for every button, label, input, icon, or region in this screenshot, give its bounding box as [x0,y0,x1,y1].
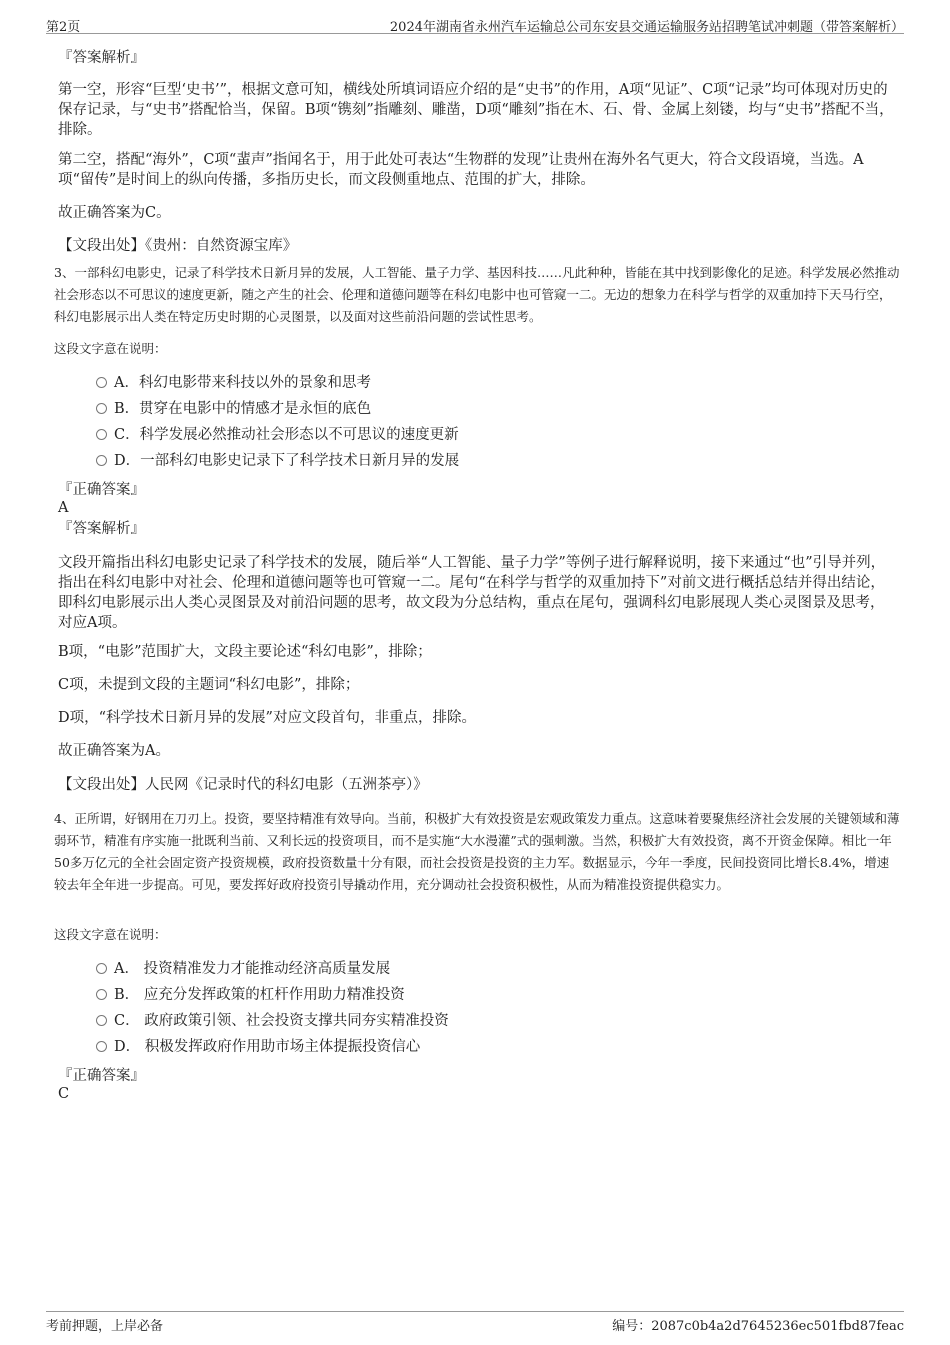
q4-answer-label: 『正确答案』 [58,1068,145,1084]
option-label: B． 应充分发挥政策的杠杆作用助力精准投资 [114,987,405,1003]
radio-button-icon[interactable] [96,455,107,466]
q2-conclusion: 故正确答案为C。 [58,205,171,221]
q4-option-c[interactable] [96,1011,449,1031]
page-header [46,13,904,34]
q3-analysis: 文段开篇指出科幻电影史记录了科学技术的发展，随后举“人工智能、量子力学”等例子进行解释说明，接下来通过“也”引导并列，指出在科幻电影中对社会、伦理和道德问题等也可管窥一二。尾句“在科学与哲学的双重加持下”对前文进行概括总结并得出结论，即科幻电影展示出人类心灵图景及对前沿问题的思考，故文段为分总结构，重点在尾句，强调科幻电影展现人类心灵图景及思考，对应A项。 [58,555,886,631]
radio-button-icon[interactable] [96,377,107,388]
q3-prompt: 这段文字意在说明： [54,341,167,356]
option-label: A． 投资精准发力才能推动经济高质量发展 [114,961,391,977]
option-label: A．科幻电影带来科技以外的景象和思考 [114,375,371,391]
q4-stem: 4、正所谓，好钢用在刀刃上。投资，要坚持精准有效导向。当前，积极扩大有效投资是宏观政策发力重点。这意味着要聚焦经济社会发展的关键领域和薄弱环节，精准有序实施一批既利当前、又利长远的投资项目，而不是实施“大水漫灌”式的强刺激。当然，积极扩大有效投资，离不开资金保障。相比一年50多万亿元的全社会固定资产投资规模，政府投资数量十分有限，而社会投资是投资的主力军。数据显示，今年一季度，民间投资同比增长8.4%，增速较去年全年进一步提高。可见，要发挥好政府投资引导撬动作用，充分调动社会投资积极性，从而为精准投资提供稳实力。 [54,811,900,892]
q2-analysis-paragraph-1: 第一空，形容“巨型‘史书’”，根据文意可知，横线处所填词语应介绍的是“史书”的作用，A项“见证”、C项“记录”均可体现对历史的保存记录，与“史书”搭配恰当，保留。B项“镌刻”指雕刻、雕凿，D项“雕刻”指在木、石、骨、金属上刻镂，均与“史书”搭配不当，排除。 [58,82,894,138]
option-label: B．贯穿在电影中的情感才是永恒的底色 [114,401,372,417]
document-title: 2024年湖南省永州汽车运输总公司东安县交通运输服务站招聘笔试冲刺题（带答案解析） [389,20,904,35]
q4-option-d[interactable] [96,1037,420,1057]
radio-button-icon[interactable] [96,989,107,1000]
q3-option-b[interactable] [96,399,371,419]
q3-stem: 3、一部科幻电影史，记录了科学技术日新月异的发展，人工智能、量子力学、基因科技……凡此种种，皆能在其中找到影像化的足迹。科学发展必然推动社会形态以不可思议的速度更新，随之产生的社会、伦理和道德问题等在科幻电影中也可管窥一二。无边的想象力在科学与哲学的双重加持下天马行空，科幻电影展示出人类在特定历史时期的心灵图景，以及面对这些前沿问题的尝试性思考。 [54,265,900,324]
q4-option-b[interactable] [96,985,405,1005]
q3-conclusion: 故正确答案为A。 [58,743,170,759]
page-number: 第2页 [46,20,81,35]
q4-answer: C [58,1086,70,1102]
radio-button-icon[interactable] [96,1015,107,1026]
q2-analysis-label: 『答案解析』 [58,50,145,66]
q2-analysis-paragraph-2: 第二空，搭配“海外”，C项“蜚声”指闻名于，用于此处可表达“生物群的发现”让贵州在海外名气更大，符合文段语境，当选。A项“留传”是时间上的纵向传播，多指历史长，而文段侧重地点、范围的扩大，排除。 [58,152,864,188]
q3-source: 【文段出处】人民网《记录时代的科幻电影（五洲茶亭）》 [58,777,428,793]
page-footer [46,1311,904,1336]
q3-analysis-b: B项，“电影”范围扩大，文段主要论述“科幻电影”，排除； [58,644,432,660]
q3-option-a[interactable] [96,373,371,393]
q3-analysis-d: D项，“科学技术日新月异的发展”对应文段首句，非重点，排除。 [58,710,476,726]
option-label: D． 积极发挥政府作用助市场主体提振投资信心 [114,1039,421,1055]
document-id: 编号：2087c0b4a2d7645236ec501fbd87feac [612,1319,904,1334]
radio-button-icon[interactable] [96,429,107,440]
q4-prompt: 这段文字意在说明： [54,927,167,942]
radio-button-icon[interactable] [96,963,107,974]
footer-slogan: 考前押题，上岸必备 [46,1319,164,1334]
q3-answer-label: 『正确答案』 [58,482,145,498]
q3-analysis-c: C项，未提到文段的主题词“科幻电影”，排除； [58,677,360,693]
q2-source: 【文段出处】《贵州：自然资源宝库》 [58,238,298,254]
radio-button-icon[interactable] [96,1041,107,1052]
q3-analysis-label: 『答案解析』 [58,521,145,537]
q4-option-a[interactable] [96,959,390,979]
option-label: C． 政府政策引领、社会投资支撑共同夯实精准投资 [114,1013,449,1029]
q3-answer: A [58,500,69,516]
q3-option-d[interactable] [96,451,459,471]
radio-button-icon[interactable] [96,403,107,414]
q3-option-c[interactable] [96,425,459,445]
option-label: D．一部科幻电影史记录下了科学技术日新月异的发展 [114,453,460,469]
option-label: C．科学发展必然推动社会形态以不可思议的速度更新 [114,427,459,443]
